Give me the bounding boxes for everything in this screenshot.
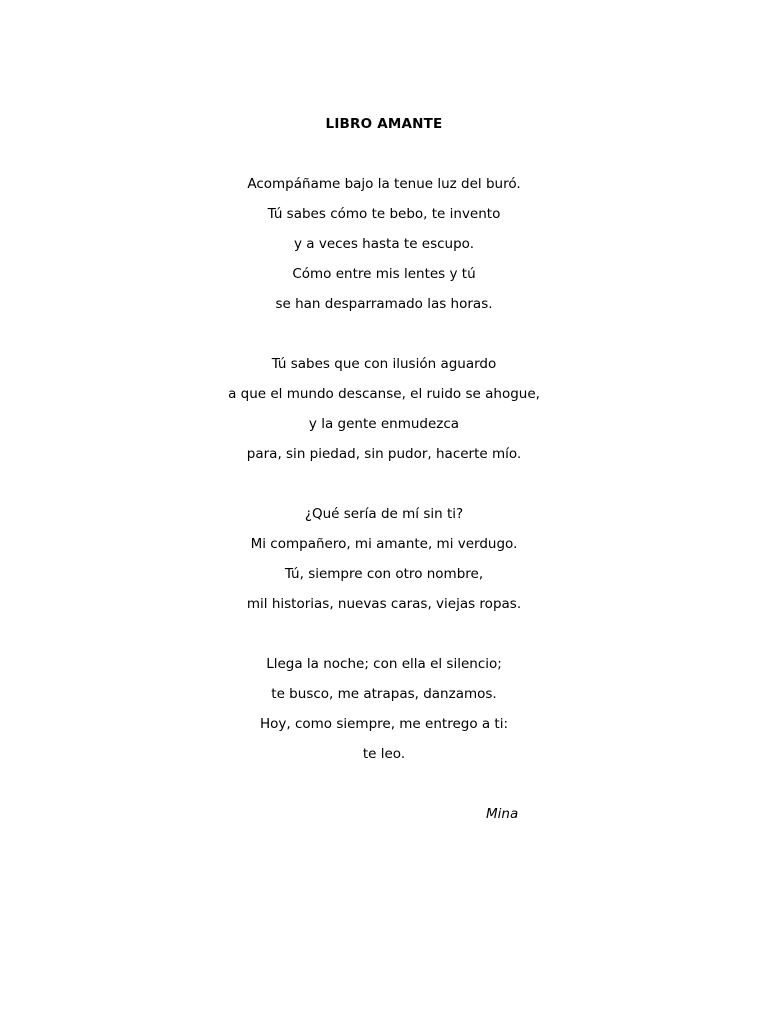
stanza-4 [0,654,768,774]
poem-line: Hoy, como siempre, me entrego a ti: [259,716,509,732]
poem-line: Mi compañero, mi amante, mi verdugo. [250,536,518,552]
stanza-3 [0,504,768,624]
poem-line: Cómo entre mis lentes y tú [292,266,476,282]
poem-line: Acompáñame bajo la tenue luz del buró. [247,176,521,192]
poem-line: y la gente enmudezca [308,416,460,432]
poem-line: para, sin piedad, sin pudor, hacerte mío. [246,446,522,462]
poem-line: te busco, me atrapas, danzamos. [271,686,497,702]
poem-line: Llega la noche; con ella el silencio; [266,656,502,672]
poem-title: LIBRO AMANTE [325,116,443,132]
author-signature: Mina [486,806,519,822]
stanza-2 [0,354,768,474]
poem-line: ¿Qué sería de mí sin ti? [304,506,464,522]
poem-line: a que el mundo descanse, el ruido se ahogue, [228,386,540,402]
poem-line: Tú, siempre con otro nombre, [284,566,484,582]
poem-line: se han desparramado las horas. [275,296,493,312]
poem-line: Tú sabes cómo te bebo, te invento [267,206,501,222]
stanza-1 [0,174,768,324]
poem-line: mil historias, nuevas caras, viejas ropas. [246,596,522,612]
poem-line: y a veces hasta te escupo. [293,236,474,252]
poem-line: te leo. [362,746,406,762]
poem-line: Tú sabes que con ilusión aguardo [271,356,497,372]
